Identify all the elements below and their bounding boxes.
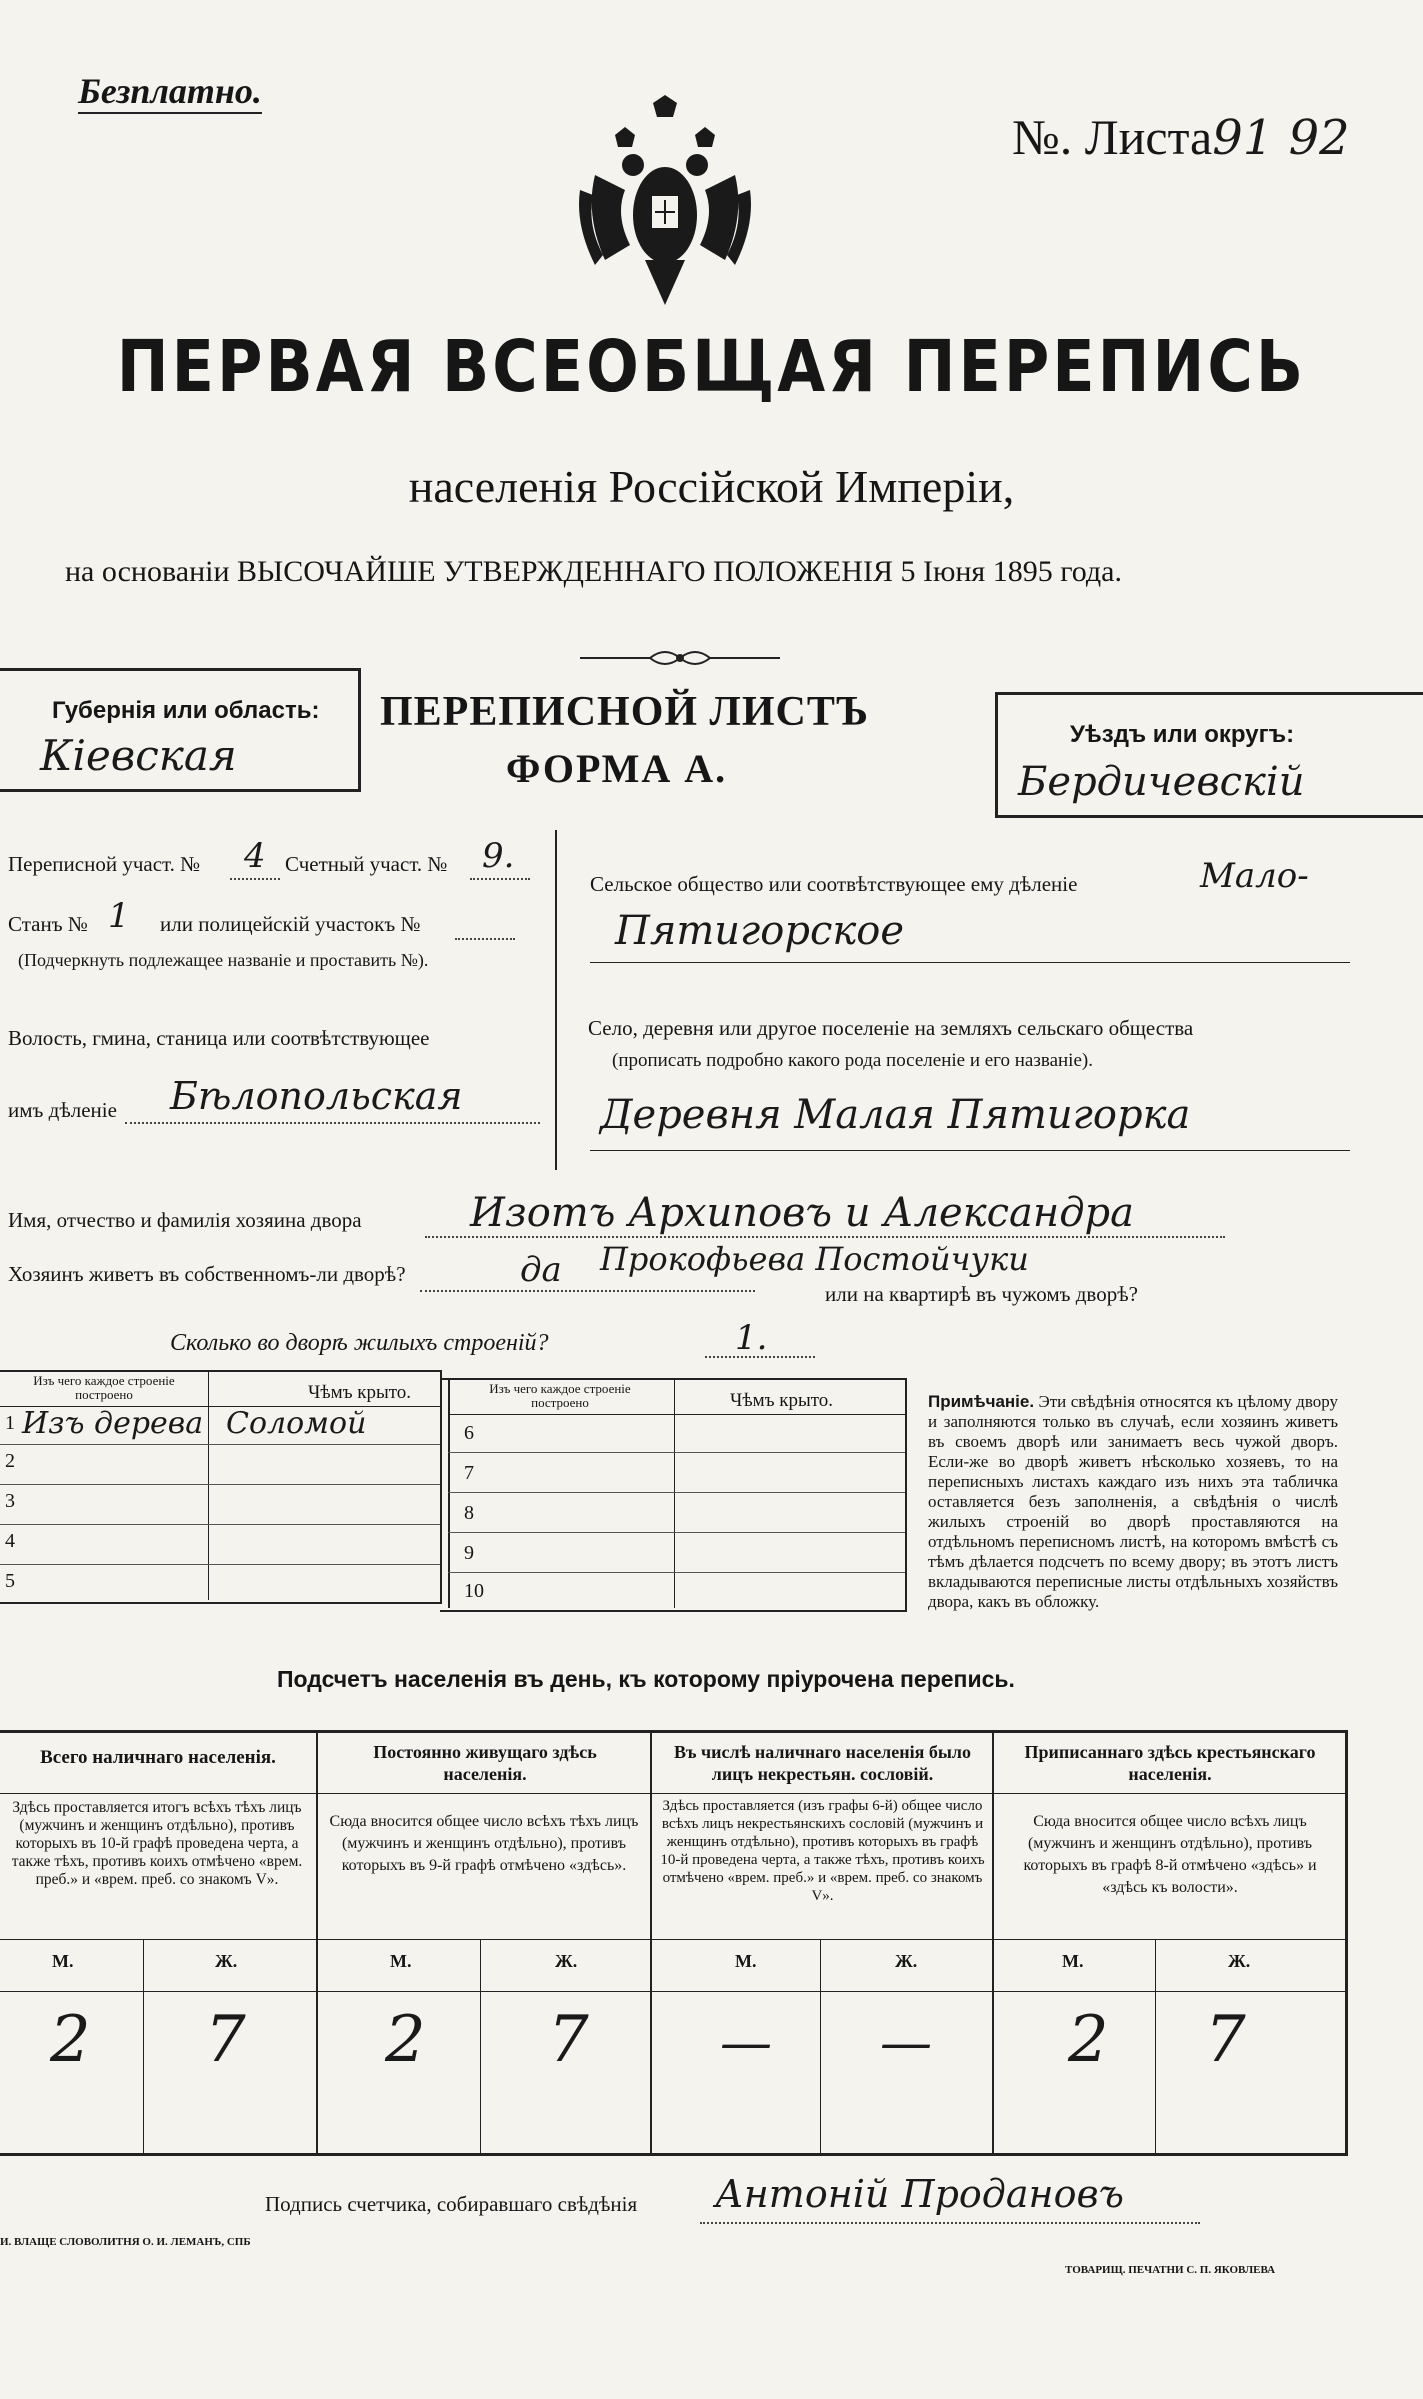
sheet-number-label: №. Листа [1012,109,1213,165]
buildings-note-text: Эти свѣдѣнія относятся къ цѣлому двору и заполняются только въ случаѣ, если хозяинъ живетъ въ своемъ дворѣ или занимаетъ весь чужой дворъ. Если-же во дворѣ живетъ нѣсколько хозяевъ, то на переписныхъ листахъ каждаго изъ нихъ эта табличка оставляется безъ заполненія, а свѣдѣнія о числѣ жилыхъ строеній во дворѣ проставляются на отдѣльномъ переписномъ листѣ, на которомъ вмѣстѣ съ тѣмъ дѣлается подсчетъ по всему двору; въ этотъ листъ вкладываются переписные листы отдѣльныхъ хозяйствъ двора, какъ въ обложку. [928,1392,1338,1611]
gubernia-value: Кіевская [40,731,237,780]
ornament-divider [580,645,780,671]
legal-basis: на основаніи ВЫСОЧАЙШЕ УТВЕРЖДЕННАГО ПОЛОЖЕНІЯ 5 Іюня 1895 года. [65,555,1122,588]
gubernia-box [0,668,361,792]
sheet-number-value: 91 92 [1212,110,1350,166]
buildings-count-value: 1. [735,1318,768,1358]
pop-group-2-head: Постоянно живущаго здѣсь населенія. [373,1742,597,1784]
gubernia-label: Губернія или область: [52,697,320,724]
population-title: Подсчетъ населенія въ день, къ которому пріурочена перепись. [277,1666,1015,1692]
pop-group-3-m-label: М. [735,1951,757,1971]
society-value-1: Мало- [1200,856,1309,896]
free-label: Безплатно. [78,70,262,114]
buildings-table-right [440,1378,907,1612]
society-label: Сельское общество или соотвѣтствующее ему дѣленіе [590,872,1078,896]
census-title: ПЕРВАЯ ВСЕОБЩАЯ ПЕРЕПИСЬ [116,324,1307,409]
society-value-2: Пятигорское [615,908,905,954]
stan-note: (Подчеркнуть подлежащее названіе и проставить №). [18,950,429,970]
form-subtitle: ФОРМА А. [506,746,728,791]
info-divider [555,830,557,1170]
form-title: ПЕРЕПИСНОЙ ЛИСТЪ [380,689,869,735]
buildings-note [928,1392,1338,1612]
pop-group-4-f-label: Ж. [1228,1951,1251,1971]
pop-group-2-f-value: 7 [548,2003,589,2077]
building-row-4-number: 4 [5,1530,15,1552]
village-note: (прописать подробно какого рода поселеніе и его названіе). [612,1050,1093,1071]
owner-name-value-1: Изотъ Архиповъ и Александра [470,1190,1135,1236]
buildings-col2-header: Чѣмъ крыто. [308,1382,412,1403]
schet-label: Счетный участ. № [285,852,448,876]
sheet-number [1012,108,1350,166]
building-row-1-number: 1 [5,1412,15,1434]
volost-label-2: имъ дѣленіе [8,1098,117,1122]
uchast-label: Переписной участ. № [8,852,201,876]
pop-group-3-f-label: Ж. [895,1951,918,1971]
buildings-note-title: Примѣчаніе. [928,1392,1035,1411]
volost-label: Волость, гмина, станица или соотвѣтствующее [8,1026,430,1050]
building-row-9-number: 9 [464,1542,474,1564]
buildings-count-label: Сколько во дворѣ жилыхъ строеній? [170,1330,549,1356]
building-row-7-number: 7 [464,1462,474,1484]
pop-group-3-m-value: — [720,2013,772,2073]
pop-group-2-desc: Сюда вносится общее число всѣхъ тѣхъ лицъ (мужчинъ и женщинъ отдѣльно), противъ которыхъ въ 9-й графѣ отмѣчено «здѣсь». [329,1813,639,1874]
buildings-col1-header-2: Изъ чего каждое строеніе построено [489,1381,631,1410]
volost-value: Бѣлопольская [170,1074,463,1118]
stan-value: 1 [108,896,130,936]
pop-group-4-m-label: М. [1062,1951,1084,1971]
building-row-10-number: 10 [464,1580,484,1602]
pop-group-2-m-label: М. [390,1951,412,1971]
printer-left: И. ВЛАЩЕ СЛОВОЛИТНЯ О. И. ЛЕМАНЪ, СПБ [0,2236,251,2248]
pop-group-1-m-label: М. [52,1951,74,1971]
building-row-5-number: 5 [5,1570,15,1592]
village-value: Деревня Малая Пятигорка [600,1092,1191,1138]
owner-name-label: Имя, отчество и фамилія хозяина двора [8,1208,362,1232]
owner-name-value-2: Прокофьева Постойчуки [600,1240,1029,1278]
buildings-table-left [0,1370,442,1604]
pop-group-3-desc: Здѣсь проставляется (изъ графы 6-й) общее число всѣхъ лицъ некрестьянскихъ сословій (мужчинъ и женщинъ отдѣльно), противъ которыхъ въ графѣ 10-й проведена черта, а также тѣхъ, противъ коихъ отмѣчено «врем. преб.» и «врем. преб. со знакомъ V». [660,1798,985,1904]
uchast-value: 4 [244,836,266,876]
uezd-label: Уѣздъ или округъ: [1070,721,1295,748]
village-label: Село, деревня или другое поселеніе на земляхъ сельскаго общества [588,1016,1194,1040]
pop-group-1-head: Всего наличнаго населенія. [40,1747,276,1768]
census-subtitle: населенія Россійской Имперіи, [408,461,1015,512]
buildings-col2-header-2: Чѣмъ крыто. [730,1390,834,1411]
pop-group-4-f-value: 7 [1205,2003,1246,2077]
printer-right: ТОВАРИЩ. ПЕЧАТНИ С. П. ЯКОВЛЕВА [1065,2264,1276,2276]
signature-value: Антоній Продановъ [715,2172,1124,2216]
police-label: или полицейскій участокъ № [160,912,421,936]
building-row-1-material: Изъ дерева [22,1406,204,1441]
stan-label: Станъ № [8,912,88,936]
owner-lives-label-2: или на квартирѣ въ чужомъ дворѣ? [825,1282,1138,1306]
pop-group-4-desc: Сюда вносится общее число всѣхъ лицъ (мужчинъ и женщинъ отдѣльно), противъ которыхъ въ графѣ 8-й отмѣчено «здѣсь» и «здѣсь къ волости». [1023,1813,1317,1896]
owner-lives-value: да [520,1250,562,1290]
uezd-box [995,692,1423,818]
pop-group-2-m-value: 2 [385,2003,426,2077]
pop-group-4-m-value: 2 [1068,2003,1109,2077]
building-row-2-number: 2 [5,1450,15,1472]
buildings-col1-header: Изъ чего каждое строеніе построено [33,1373,175,1402]
schet-value: 9. [482,836,515,876]
pop-group-4-head: Приписаннаго здѣсь крестьянскаго населенія. [1024,1742,1316,1784]
building-row-8-number: 8 [464,1502,474,1524]
pop-group-3-f-value: — [880,2013,932,2073]
building-row-3-number: 3 [5,1490,15,1512]
pop-group-1-desc: Здѣсь проставляется итогъ всѣхъ тѣхъ лицъ (мужчинъ и женщинъ отдѣльно), противъ которыхъ въ 10-й графѣ проведена черта, а также тѣхъ, противъ коихъ отмѣчено «врем. преб.» и «врем. преб. со знакомъ V». [11,1799,303,1888]
pop-group-2-f-label: Ж. [555,1951,578,1971]
pop-group-1-f-label: Ж. [215,1951,238,1971]
pop-group-3-head: Въ числѣ наличнаго населенія было лицъ некрестьян. сословій. [673,1742,972,1784]
pop-group-1-f-value: 7 [205,2003,246,2077]
uezd-value: Бердичевскій [1018,759,1305,805]
building-row-6-number: 6 [464,1422,474,1444]
owner-lives-label: Хозяинъ живетъ въ собственномъ-ли дворѣ? [8,1262,406,1286]
pop-group-1-m-value: 2 [50,2003,91,2077]
building-row-1-roof: Соломой [226,1406,367,1441]
double-headed-eagle-emblem [575,95,755,310]
signature-label: Подпись счетчика, собиравшаго свѣдѣнія [265,2192,638,2216]
population-table [0,1730,1348,2156]
